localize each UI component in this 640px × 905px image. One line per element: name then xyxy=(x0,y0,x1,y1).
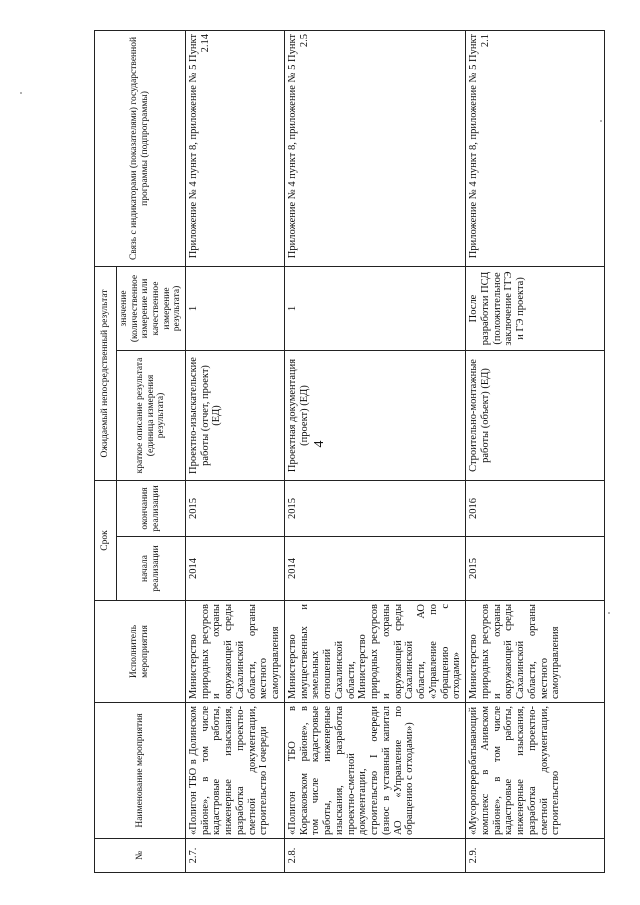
row-end: 2015 xyxy=(284,480,465,536)
header-end: окончания реализации xyxy=(117,480,186,536)
row-result-desc: Строительно-монтажные работы (объект) (ЕД) xyxy=(466,350,605,480)
row-start: 2014 xyxy=(185,537,284,601)
program-table xyxy=(94,30,605,873)
row-result-value: 1 xyxy=(185,266,284,350)
row-number: 2.9. xyxy=(466,839,605,873)
row-number: 2.8. xyxy=(284,839,465,873)
row-link: Приложение № 4 пункт 8, приложение № 5 Пункт 2.1 xyxy=(466,30,605,266)
header-number: № xyxy=(95,839,186,873)
row-executor: Министерство природных ресурсов и охраны окружающей среды Сахалинской области, органы местного самоуправления xyxy=(185,601,284,703)
row-start: 2015 xyxy=(466,537,605,601)
header-start: начала реализации xyxy=(117,537,186,601)
row-end: 2015 xyxy=(185,480,284,536)
header-result-value: значение (количественное измерение или качественное измерение результата) xyxy=(117,266,186,350)
document-sheet xyxy=(94,31,571,873)
row-link: Приложение № 4 пункт 8, приложение № 5 Пункт 2.14 xyxy=(185,30,284,266)
row-name: «Полигон ТБО в Долинском районе», в том числе кадастровые работы, инженерные изыскания, разработка проектно-сметной документации, строительство I очереди xyxy=(185,703,284,839)
table-row xyxy=(185,30,284,872)
row-start: 2014 xyxy=(284,537,465,601)
row-link: Приложение № 4 пункт 8, приложение № 5 Пункт 2.5 xyxy=(284,30,465,266)
row-number: 2.7. xyxy=(185,839,284,873)
row-result-desc: Проектная документация (проект) (ЕД) xyxy=(284,350,465,480)
table-row xyxy=(466,30,605,872)
row-result-value: После разработки ПСД (положительное заключение ГГЭ и ГЭ проекта) xyxy=(466,266,605,350)
header-link: Связь с индикаторами (показателями) государственной программы (подпрограммы) xyxy=(95,30,186,266)
page-number: 4 xyxy=(312,440,327,448)
row-name: «Мусороперерабатывающий комплекс в Анивском районе», в том числе кадастровые работы, инженерные изыскания, разработка проектно-сметной документации, строительство xyxy=(466,703,605,839)
table-row xyxy=(284,30,465,872)
row-executor: Министерство имущественных и земельных отношений Сахалинской области, Министерство природных ресурсов и охраны окружающей среды Сахалинской области, АО «Управление по обращению с отходами» xyxy=(284,601,465,703)
header-name: Наименование мероприятия xyxy=(95,703,186,839)
row-name: «Полигон ТБО в Корсаковском районе», в том числе кадастровые работы, инженерные изыскания, разработка проектно-сметной документации, строительство I очереди (взнос в уставный капитал АО «Управление по обращению с отходами») xyxy=(284,703,465,839)
row-end: 2016 xyxy=(466,480,605,536)
header-result-desc: краткое описание результата (единица измерения результата) xyxy=(117,350,186,480)
header-executor: Исполнитель мероприятия xyxy=(95,601,186,703)
row-result-desc: Проектно-изыскательские работы (отчет, проект) (ЕД) xyxy=(185,350,284,480)
header-result: Ожидаемый непосредственный результат xyxy=(95,266,117,480)
row-result-value: 1 xyxy=(284,266,465,350)
row-executor: Министерство природных ресурсов и охраны окружающей среды Сахалинской области, органы местного самоуправления xyxy=(466,601,605,703)
header-term: Срок xyxy=(95,480,117,600)
